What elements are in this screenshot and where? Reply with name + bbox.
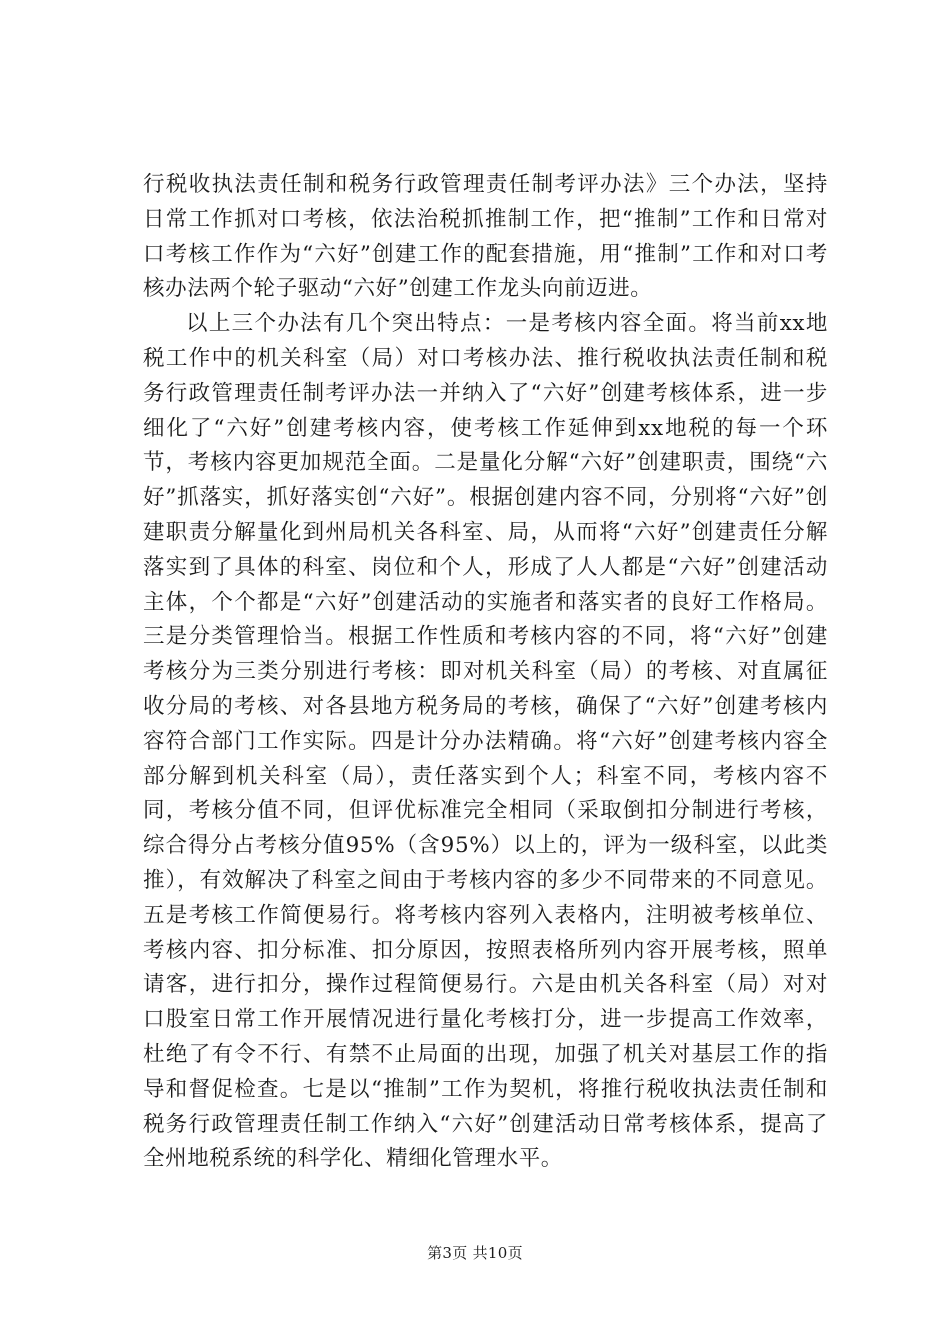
page-number-footer: 第3页 共10页 bbox=[427, 1244, 523, 1262]
paragraph-2: 以上三个办法有几个突出特点：一是考核内容全面。将当前xx地税工作中的机关科室（局）对口考核办法、推行税收执法责任制和税务行政管理责任制考评办法一并纳入了“六好”创建考核体系，进一步细化了“六好”创建考核内容，使考核工作延伸到xx地税的每一个环节，考核内容更加规范全面。二是量化分解“六好”创建职责，围绕“六好”抓落实，抓好落实创“六好”。根据创建内容不同，分别将“六好”创建职责分解量化到州局机关各科室、局，从而将“六好”创建责任分解落实到了具体的科室、岗位和个人，形成了人人都是“六好”创建活动主体，个个都是“六好”创建活动的实施者和落实者的良好工作格局。三是分类管理恰当。根据工作性质和考核内容的不同，将“六好”创建考核分为三类分别进行考核：即对机关科室（局）的考核、对直属征收分局的考核、对各县地方税务局的考核，确保了“六好”创建考核内容符合部门工作实际。四是计分办法精确。将“六好”创建考核内容全部分解到机关科室（局），责任落实到个人；科室不同，考核内容不同，考核分值不同，但评优标准完全相同（采取倒扣分制进行考核，综合得分占考核分值95%（含95%）以上的，评为一级科室，以此类推），有效解决了科室之间由于考核内容的多少不同带来的不同意见。五是考核工作简便易行。将考核内容列入表格内，注明被考核单位、考核内容、扣分标准、扣分原因，按照表格所列内容开展考核，照单请客，进行扣分，操作过程简便易行。六是由机关各科室（局）对对口股室日常工作开展情况进行量化考核打分，进一步提高工作效率，杜绝了有令不行、有禁不止局面的出现，加强了机关对基层工作的指导和督促检查。七是以“推制”工作为契机，将推行税收执法责任制和税务行政管理责任制工作纳入“六好”创建活动日常考核体系，提高了全州地税系统的科学化、精细化管理水平。 bbox=[143, 311, 828, 1172]
document-body bbox=[143, 168, 828, 1177]
paragraph-1: 行税收执法责任制和税务行政管理责任制考评办法》三个办法，坚持日常工作抓对口考核，依法治税抓推制工作，把“推制”工作和日常对口考核工作作为“六好”创建工作的配套措施，用“推制”工作和对口考核办法两个轮子驱动“六好”创建工作龙头向前迈进。 bbox=[143, 172, 828, 302]
